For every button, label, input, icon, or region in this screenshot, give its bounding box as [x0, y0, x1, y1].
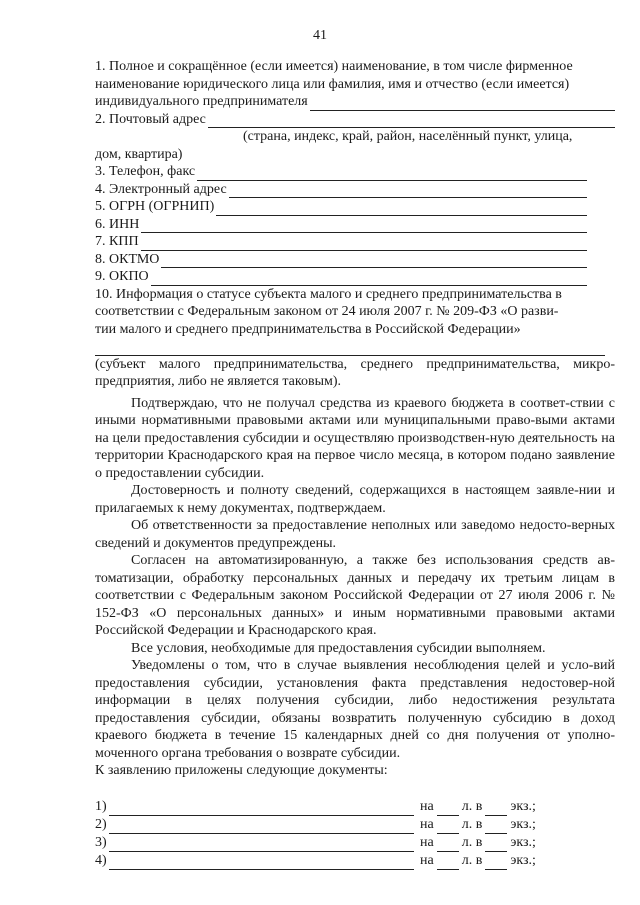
document-name-input-line[interactable] — [109, 838, 414, 852]
attachment-number: 4) — [95, 853, 107, 868]
field-7 — [95, 233, 615, 251]
field-6 — [95, 216, 615, 234]
field-1-line-1: 1. Полное и сокращённое (если имеется) наименование, в том числе фирменное — [95, 59, 573, 74]
application-form — [95, 58, 615, 870]
copies-input-line[interactable] — [485, 856, 507, 870]
paragraph-responsibility: Об ответственности за предоставление неполных или заведомо недосто-верных сведений и документов предупреждены. — [95, 518, 615, 551]
copies-label: экз.; — [510, 835, 536, 850]
field-4 — [95, 181, 615, 199]
field-7-label: 7. КПП — [95, 234, 139, 249]
address-hint-line-2: дом, квартира) — [95, 146, 183, 162]
field-9-label: 9. ОКПО — [95, 269, 149, 284]
field-2-label: 2. Почтовый адрес — [95, 111, 206, 127]
attachment-row — [95, 834, 615, 852]
field-3 — [95, 163, 615, 181]
paragraph-conditions: Все условия, необходимые для предоставления субсидии выполняем. — [131, 640, 546, 656]
on-label: на — [420, 835, 434, 850]
sheets-label: л. в — [461, 799, 483, 814]
field-10-line-2: соответствии с Федеральным законом от 24 июля 2007 г. № 209-ФЗ «О разви- — [95, 304, 559, 319]
field-1-label: индивидуального предпринимателя — [95, 94, 308, 109]
oktmo-input-line[interactable] — [161, 254, 587, 268]
kpp-input-line[interactable] — [141, 237, 587, 251]
copies-input-line[interactable] — [485, 838, 507, 852]
copies-input-line[interactable] — [485, 802, 507, 816]
sheets-label: л. в — [461, 817, 483, 832]
sheets-input-line[interactable] — [437, 820, 459, 834]
paragraph-confirmation: Подтверждаю, что не получал средства из краевого бюджета в соответ-ствии с иными нормативными правовыми актами или муниципальными право-выми актами на цели предоставления субсидии и осуществляю производствен-ную деятельность на территории Краснодарского края на первое число месяца, в котором подано заявление о предоставлении субсидии. — [95, 395, 615, 481]
address-input-line[interactable] — [208, 114, 615, 128]
field-5 — [95, 198, 615, 216]
field-3-label: 3. Телефон, факс — [95, 164, 196, 179]
field-10-input — [95, 338, 615, 356]
sme-status-hint: (субъект малого предпринимательства, среднего предпринимательства, микро-предприятия, либо не является таковым). — [95, 356, 615, 389]
document-name-input-line[interactable] — [109, 856, 414, 870]
document-name-input-line[interactable] — [109, 820, 414, 834]
attachment-number: 1) — [95, 799, 107, 814]
attachment-number: 2) — [95, 817, 107, 832]
email-input-line[interactable] — [229, 184, 587, 198]
paragraph-notification: Уведомлены о том, что в случае выявления несоблюдения целей и усло-вий предоставления субсидии, установления факта представления недостовер-ной информации в целях получения субсидии, либо недостижения результата предоставления субсидии, обязаны возвратить полученную субсидию в доход краевого бюджета в течение 15 календарных дней со дня получения от уполно-моченного органа требования о возврате субсидии. — [95, 658, 615, 761]
paragraph-accuracy: Достоверность и полноту сведений, содержащихся в настоящем заявле-нии и прилагаемых к нему документах, подтверждаем. — [95, 483, 615, 516]
okpo-input-line[interactable] — [151, 272, 587, 286]
sheets-input-line[interactable] — [437, 856, 459, 870]
sme-status-input-line[interactable] — [95, 342, 605, 356]
sheets-input-line[interactable] — [437, 802, 459, 816]
field-4-label: 4. Электронный адрес — [95, 181, 227, 197]
field-10-line-3: тии малого и среднего предпринимательства в Российской Федерации» — [95, 321, 521, 337]
attachment-row — [95, 816, 615, 834]
ogrn-input-line[interactable] — [216, 202, 587, 216]
address-hint-line-1: (страна, индекс, край, район, населённый пункт, улица, — [243, 129, 573, 144]
sheets-input-line[interactable] — [437, 838, 459, 852]
field-8-label: 8. ОКТМО — [95, 251, 160, 267]
field-10-line-1: 10. Информация о статусе субъекта малого и среднего предпринимательства в — [95, 286, 562, 302]
field-1-line-2: наименование юридического лица или фамилия, имя и отчество (если имеется) — [95, 76, 570, 92]
name-input-line[interactable] — [310, 97, 615, 111]
attachment-row — [95, 852, 615, 870]
field-1-line-3 — [95, 93, 615, 111]
inn-input-line[interactable] — [141, 219, 587, 233]
field-5-label: 5. ОГРН (ОГРНИП) — [95, 199, 215, 214]
attachment-row — [95, 798, 615, 816]
copies-input-line[interactable] — [485, 820, 507, 834]
copies-label: экз.; — [510, 853, 536, 868]
paragraph-consent: Согласен на автоматизированную, а также без использования средств ав-томатизации, обработку персональных данных и передачу их третьим лицам в соответствии с Федеральным законом Российской Федерации от 27 июля 2006 г. № 152-ФЗ «О персональных данных» и иным нормативными правовыми актами Российской Федерации и Краснодарского края. — [95, 553, 615, 638]
field-2 — [95, 111, 615, 129]
attachments-heading: К заявлению приложены следующие документы: — [95, 763, 388, 778]
copies-label: экз.; — [510, 799, 536, 814]
document-name-input-line[interactable] — [109, 802, 414, 816]
field-8 — [95, 251, 615, 269]
sheets-label: л. в — [461, 835, 483, 850]
on-label: на — [420, 799, 434, 814]
field-6-label: 6. ИНН — [95, 216, 140, 232]
copies-label: экз.; — [510, 817, 536, 832]
field-9 — [95, 268, 615, 286]
sheets-label: л. в — [461, 853, 483, 868]
phone-input-line[interactable] — [197, 167, 587, 181]
on-label: на — [420, 817, 434, 832]
page-number: 41 — [313, 28, 327, 43]
on-label: на — [420, 853, 434, 868]
attachment-number: 3) — [95, 835, 107, 850]
